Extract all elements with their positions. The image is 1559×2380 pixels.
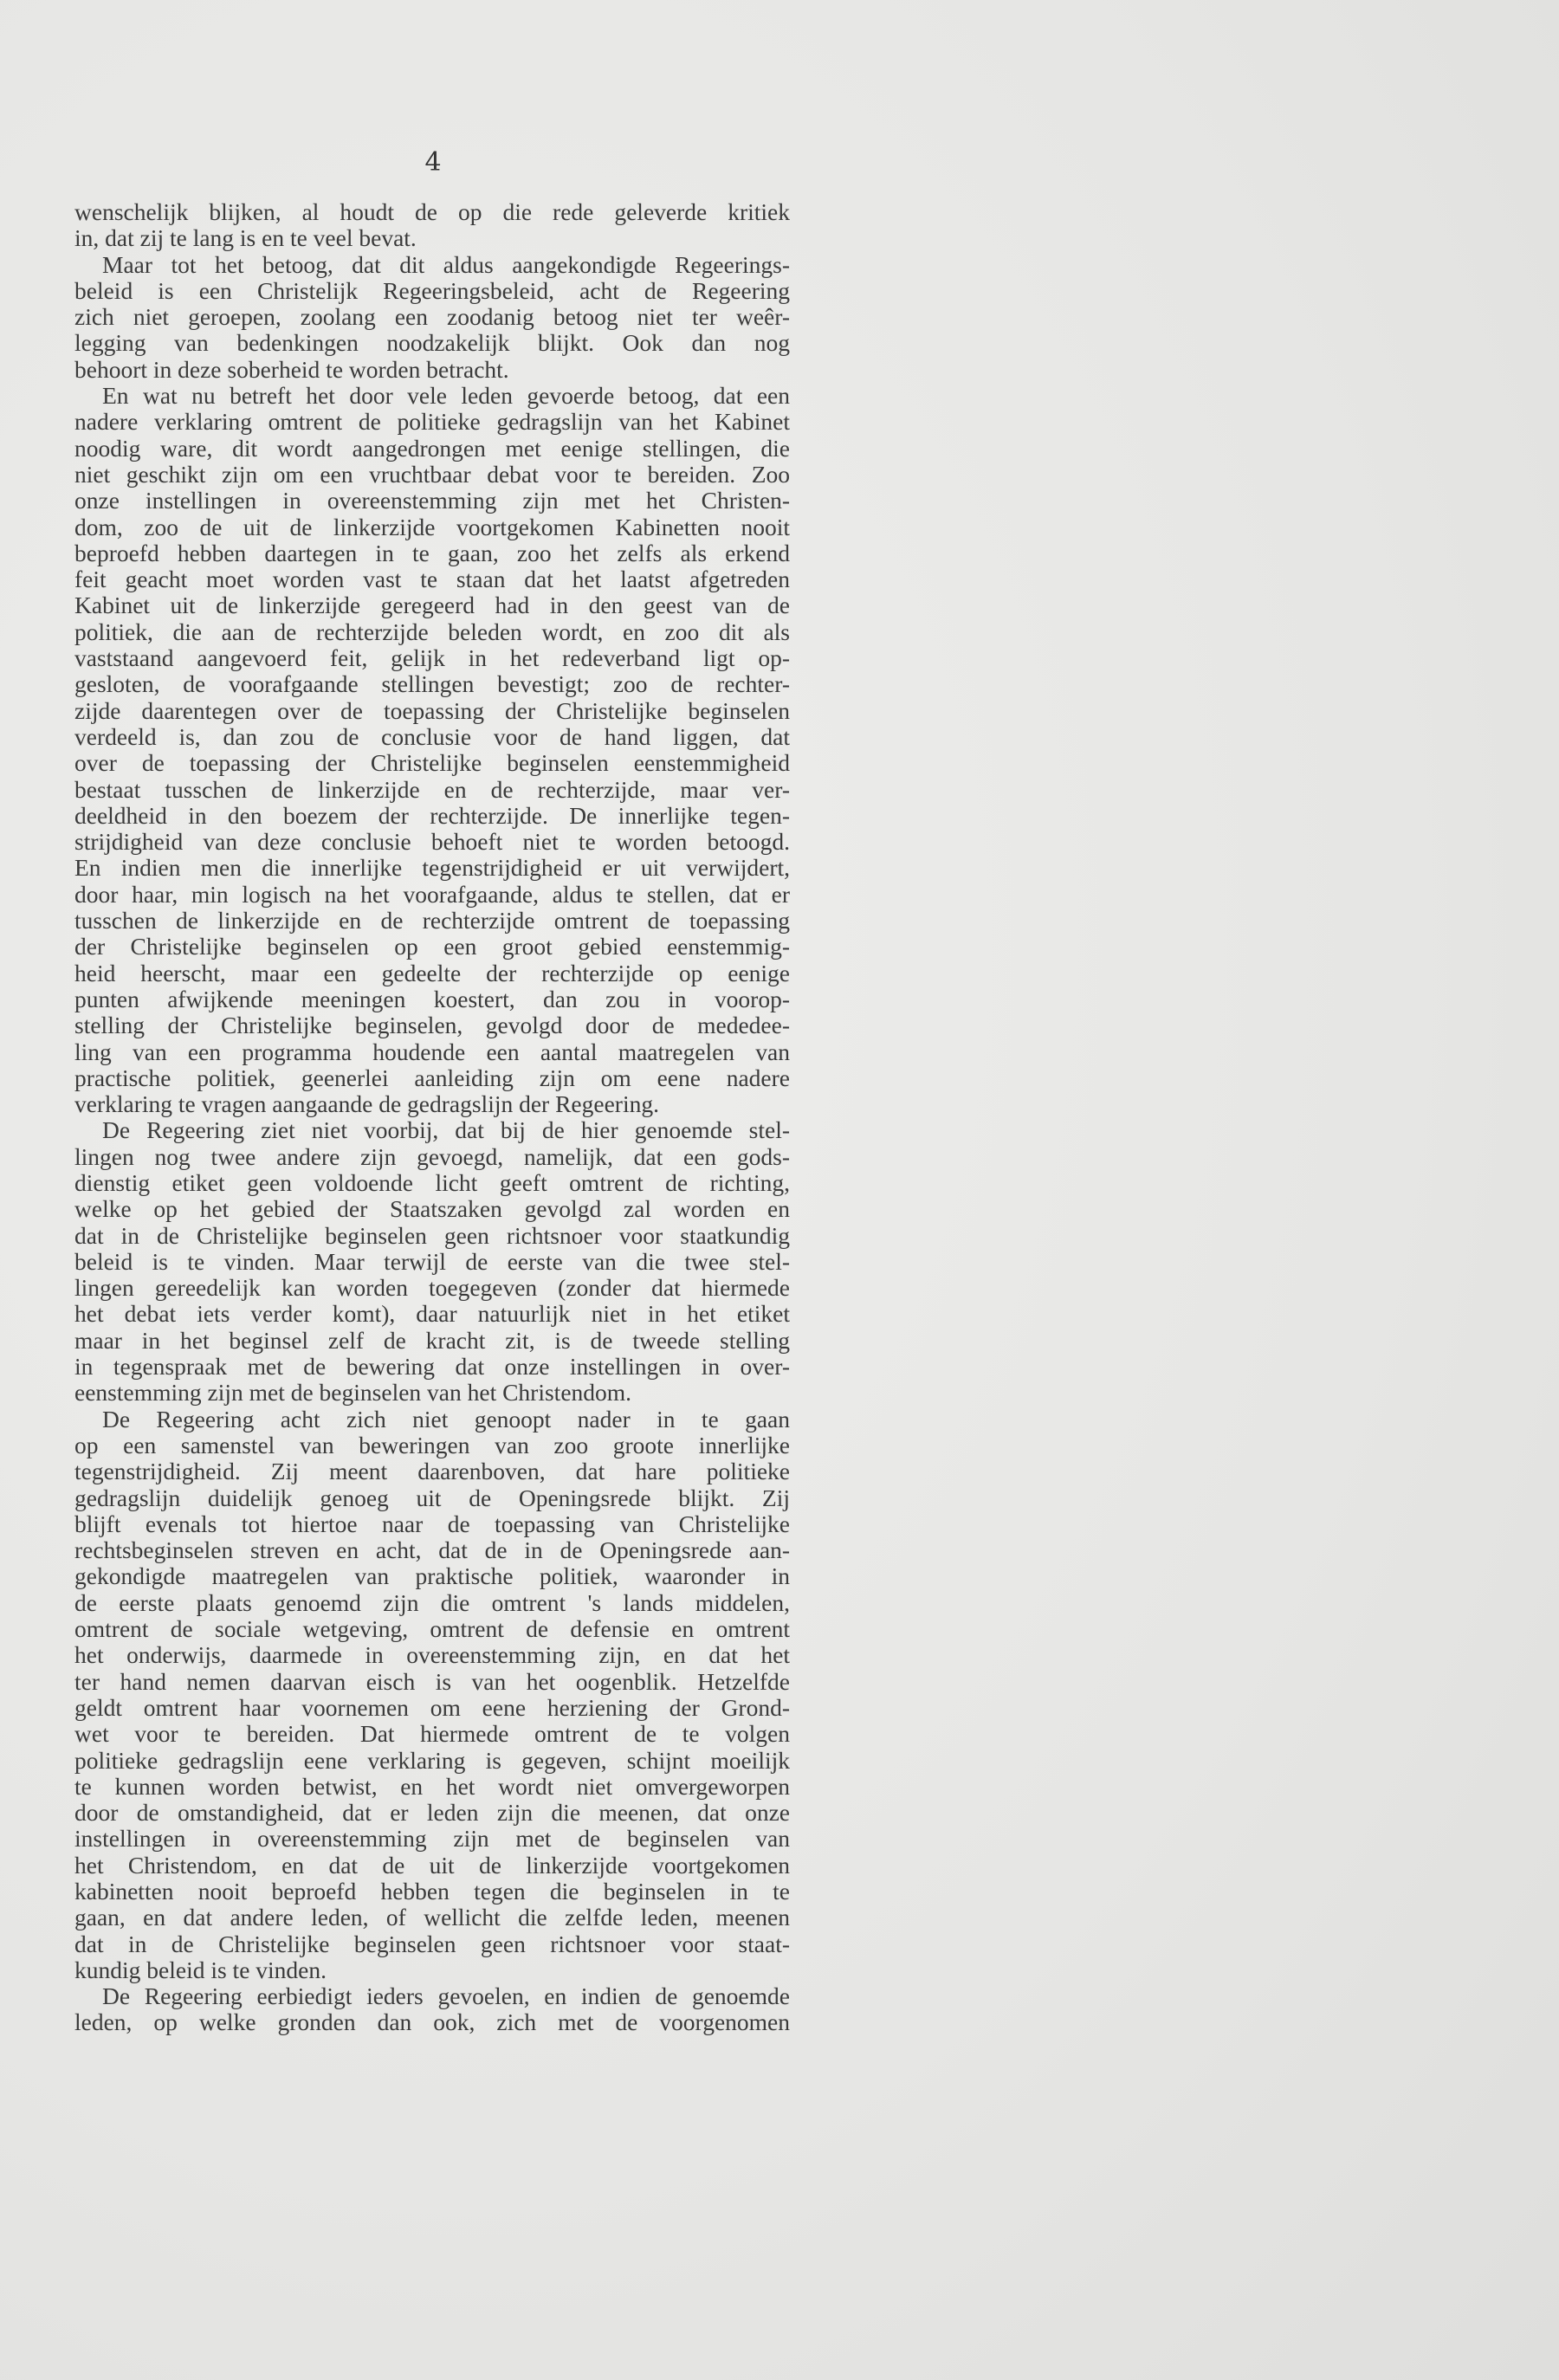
text-line: De Regeering acht zich niet genoopt nader in te gaan (102, 1406, 790, 1433)
text-line: gesloten, de voorafgaande stellingen bevestigt; zoo de rechter- (74, 671, 790, 698)
text-line: het debat iets verder komt), daar natuurlijk niet in het etiket (74, 1301, 790, 1328)
text-line: onze instellingen in overeenstemming zijn met het Christen- (74, 488, 790, 514)
text-line: te kunnen worden betwist, en het wordt niet omvergeworpen (74, 1773, 790, 1800)
text-line: maar in het beginsel zelf de kracht zit, is de tweede stelling (74, 1327, 790, 1354)
text-line: lingen gereedelijk kan worden toegegeven (zonder dat hiermede (74, 1275, 790, 1302)
text-line: strijdigheid van deze conclusie behoeft niet te worden betoogd. (74, 829, 790, 856)
text-line: geldt omtrent haar voornemen om eene herziening der Grond- (74, 1694, 790, 1721)
text-line: bestaat tusschen de linkerzijde en de rechterzijde, maar ver- (74, 776, 790, 803)
text-line: ter hand nemen daarvan eisch is van het oogenblik. Hetzelfde (74, 1668, 790, 1695)
text-line: op een samenstel van beweringen van zoo groote innerlijke (74, 1432, 790, 1458)
text-line: practische politiek, geenerlei aanleiding zijn om eene nadere (74, 1064, 790, 1091)
text-line: beproefd hebben daartegen in te gaan, zoo het zelfs als erkend (74, 540, 790, 566)
paragraph (74, 1983, 790, 2036)
text-line: kabinetten nooit beproefd hebben tegen die beginselen in te (74, 1879, 790, 1905)
text-line: En wat nu betreft het door vele leden gevoerde betoog, dat een (102, 383, 790, 410)
text-line: gedragslijn duidelijk genoeg uit de Openingsrede blijkt. Zij (74, 1484, 790, 1511)
text-line: blijft evenals tot hiertoe naar de toepassing van Christelijke (74, 1510, 790, 1537)
text-line: En indien men die innerlijke tegenstrijdigheid er uit verwijdert, (74, 855, 790, 882)
text-line: Kabinet uit de linkerzijde geregeerd had in den geest van de (74, 592, 790, 619)
text-line: legging van bedenkingen noodzakelijk blijkt. Ook dan nog (74, 330, 790, 357)
text-line: verdeeld is, dan zou de conclusie voor de hand liggen, dat (74, 723, 790, 750)
text-line: door de omstandigheid, dat er leden zijn die meenen, dat onze (74, 1800, 790, 1827)
text-line: der Christelijke beginselen op een groot gebied eenstemmig- (74, 934, 790, 960)
text-column (74, 199, 790, 2036)
text-line: vaststaand aangevoerd feit, gelijk in het redeverband ligt op- (74, 645, 790, 672)
text-line: in tegenspraak met de bewering dat onze instellingen in over- (74, 1354, 790, 1381)
text-line: deeldheid in den boezem der rechterzijde. De innerlijke tegen- (74, 802, 790, 829)
text-line: stelling der Christelijke beginselen, gevolgd door de mededee- (74, 1012, 790, 1039)
text-line: punten afwijkende meeningen koestert, dan zou in voorop- (74, 986, 790, 1012)
text-line: politieke gedragslijn eene verklaring is gegeven, schijnt moeilijk (74, 1747, 790, 1774)
text-line: dom, zoo de uit de linkerzijde voortgekomen Kabinetten nooit (74, 514, 790, 540)
text-line: ling van een programma houdende een aantal maatregelen van (74, 1038, 790, 1065)
text-line: dat in de Christelijke beginselen geen richtsnoer voor staat- (74, 1931, 790, 1957)
text-line: instellingen in overeenstemming zijn met de beginselen van (74, 1826, 790, 1853)
text-line: beleid is te vinden. Maar terwijl de eerste van die twee stel- (74, 1248, 790, 1275)
text-line: politiek, die aan de rechterzijde beleden wordt, en zoo dit als (74, 618, 790, 645)
text-line: kundig beleid is te vinden. (74, 1956, 327, 1983)
text-line: verklaring te vragen aangaande de gedragslijn der Regeering. (74, 1091, 659, 1118)
text-line: gaan, en dat andere leden, of wellicht die zelfde leden, meenen (74, 1905, 790, 1931)
text-line: het Christendom, en dat de uit de linkerzijde voortgekomen (74, 1852, 790, 1879)
text-line: noodig ware, dit wordt aangedrongen met eenige stellingen, die (74, 435, 790, 462)
text-line: dienstig etiket geen voldoende licht geeft omtrent de richting, (74, 1169, 790, 1196)
text-line: eenstemming zijn met de beginselen van het Christendom. (74, 1380, 632, 1407)
text-line: welke op het gebied der Staatszaken gevolgd zal worden en (74, 1196, 790, 1223)
text-line: tusschen de linkerzijde en de rechterzijde omtrent de toepassing (74, 908, 790, 935)
text-line: de eerste plaats genoemd zijn die omtrent 's lands middelen, (74, 1589, 790, 1616)
paragraph (74, 1407, 790, 1984)
text-line: omtrent de sociale wetgeving, omtrent de defensie en omtrent (74, 1616, 790, 1643)
text-line: beleid is een Christelijk Regeeringsbeleid, acht de Regeering (74, 277, 790, 304)
text-line: rechtsbeginselen streven en acht, dat de in de Openingsrede aan- (74, 1537, 790, 1564)
text-line: heid heerscht, maar een gedeelte der rechterzijde op eenige (74, 960, 790, 986)
text-line: tegenstrijdigheid. Zij meent daarenboven, dat hare politieke (74, 1458, 790, 1485)
text-line: De Regeering eerbiedigt ieders gevoelen, en indien de genoemde (102, 1983, 790, 2010)
text-line: gekondigde maatregelen van praktische politiek, waaronder in (74, 1563, 790, 1590)
text-line: lingen nog twee andere zijn gevoegd, namelijk, dat een gods- (74, 1143, 790, 1170)
paragraph (74, 383, 790, 1117)
text-line: het onderwijs, daarmede in overeenstemming zijn, en dat het (74, 1642, 790, 1669)
text-line: behoort in deze soberheid te worden betracht. (74, 356, 509, 383)
text-line: Maar tot het betoog, dat dit aldus aangekondigde Regeerings- (102, 251, 790, 278)
text-line: zich niet geroepen, zoolang een zoodanig betoog niet ter weêr- (74, 304, 790, 331)
page-number: 4 (424, 147, 442, 178)
paragraph (74, 1117, 790, 1406)
text-line: wenschelijk blijken, al houdt de op die rede geleverde kritiek (74, 199, 790, 225)
paragraph (74, 252, 790, 383)
text-line: dat in de Christelijke beginselen geen richtsnoer voor staatkundig (74, 1222, 790, 1249)
text-line: feit geacht moet worden vast te staan dat het laatst afgetreden (74, 566, 790, 593)
text-line: door haar, min logisch na het voorafgaande, aldus te stellen, dat er (74, 881, 790, 908)
text-line: leden, op welke gronden dan ook, zich met de voorgenomen (74, 2009, 790, 2036)
text-line: in, dat zij te lang is en te veel bevat. (74, 225, 417, 252)
text-line: nadere verklaring omtrent de politieke gedragslijn van het Kabinet (74, 409, 790, 436)
text-line: niet geschikt zijn om een vruchtbaar debat voor te bereiden. Zoo (74, 461, 790, 488)
text-line: zijde daarentegen over de toepassing der Christelijke beginselen (74, 697, 790, 724)
text-line: De Regeering ziet niet voorbij, dat bij de hier genoemde stel- (102, 1117, 790, 1144)
text-line: wet voor te bereiden. Dat hiermede omtrent de te volgen (74, 1721, 790, 1748)
text-line: over de toepassing der Christelijke beginselen eenstemmigheid (74, 750, 790, 777)
paragraph (74, 199, 790, 252)
